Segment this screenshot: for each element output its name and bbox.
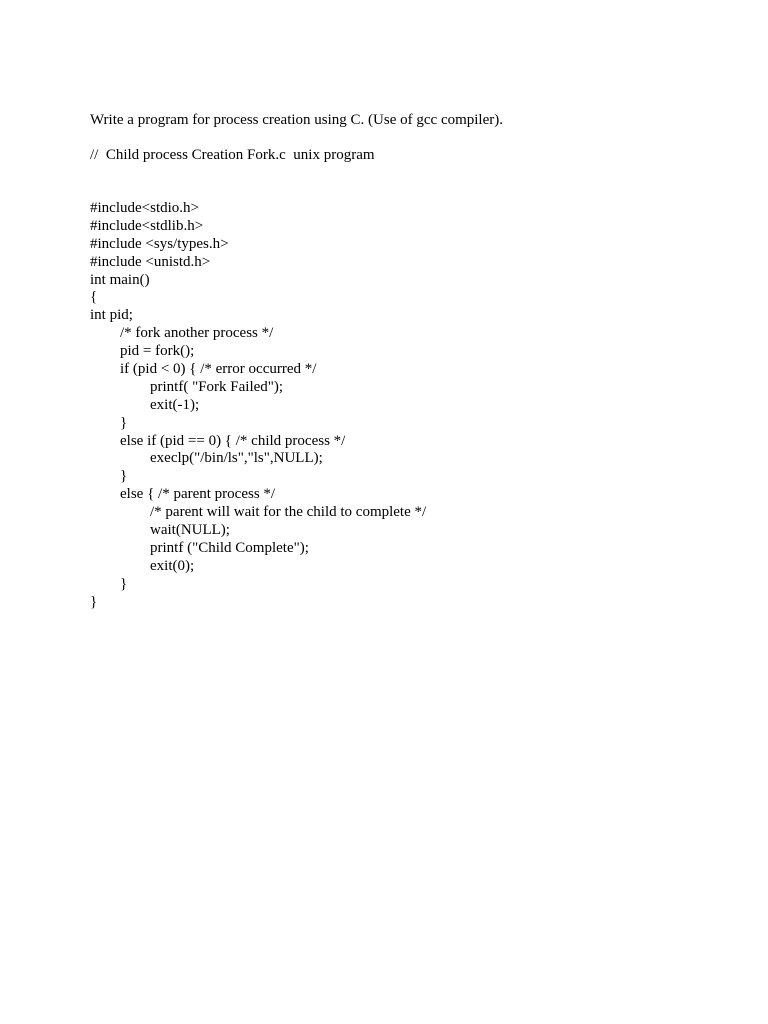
code-line: int main() — [90, 271, 150, 288]
code-line: #include <unistd.h> — [90, 253, 211, 270]
code-line: int pid; — [90, 307, 133, 324]
code-line: execlp("/bin/ls","ls",NULL); — [150, 450, 323, 467]
code-line: #include<stdlib.h> — [90, 217, 204, 234]
code-line: wait(NULL); — [150, 522, 230, 539]
code-line: /* parent will wait for the child to complete */ — [150, 504, 427, 521]
code-line: printf ("Child Complete"); — [150, 539, 309, 556]
code-line: printf( "Fork Failed"); — [150, 378, 284, 395]
code-line: if (pid < 0) { /* error occurred */ — [120, 361, 317, 378]
code-line: { — [90, 289, 98, 306]
code-line: /* fork another process */ — [120, 325, 274, 342]
code-block — [90, 200, 426, 611]
document-heading: Write a program for process creation using C. (Use of gcc compiler). — [90, 112, 503, 128]
code-comment-title: // Child process Creation Fork.c unix program — [90, 147, 375, 163]
code-line: } — [120, 414, 128, 431]
code-line: } — [90, 593, 98, 610]
code-line: exit(0); — [150, 557, 195, 574]
code-line: pid = fork(); — [120, 343, 195, 360]
code-line: else { /* parent process */ — [120, 486, 276, 503]
code-line: else if (pid == 0) { /* child process */ — [120, 432, 346, 449]
code-line: } — [120, 575, 128, 592]
code-line: } — [120, 468, 128, 485]
code-line: #include <sys/types.h> — [90, 235, 229, 252]
code-line: #include<stdio.h> — [90, 200, 199, 216]
code-line: exit(-1); — [150, 396, 200, 413]
